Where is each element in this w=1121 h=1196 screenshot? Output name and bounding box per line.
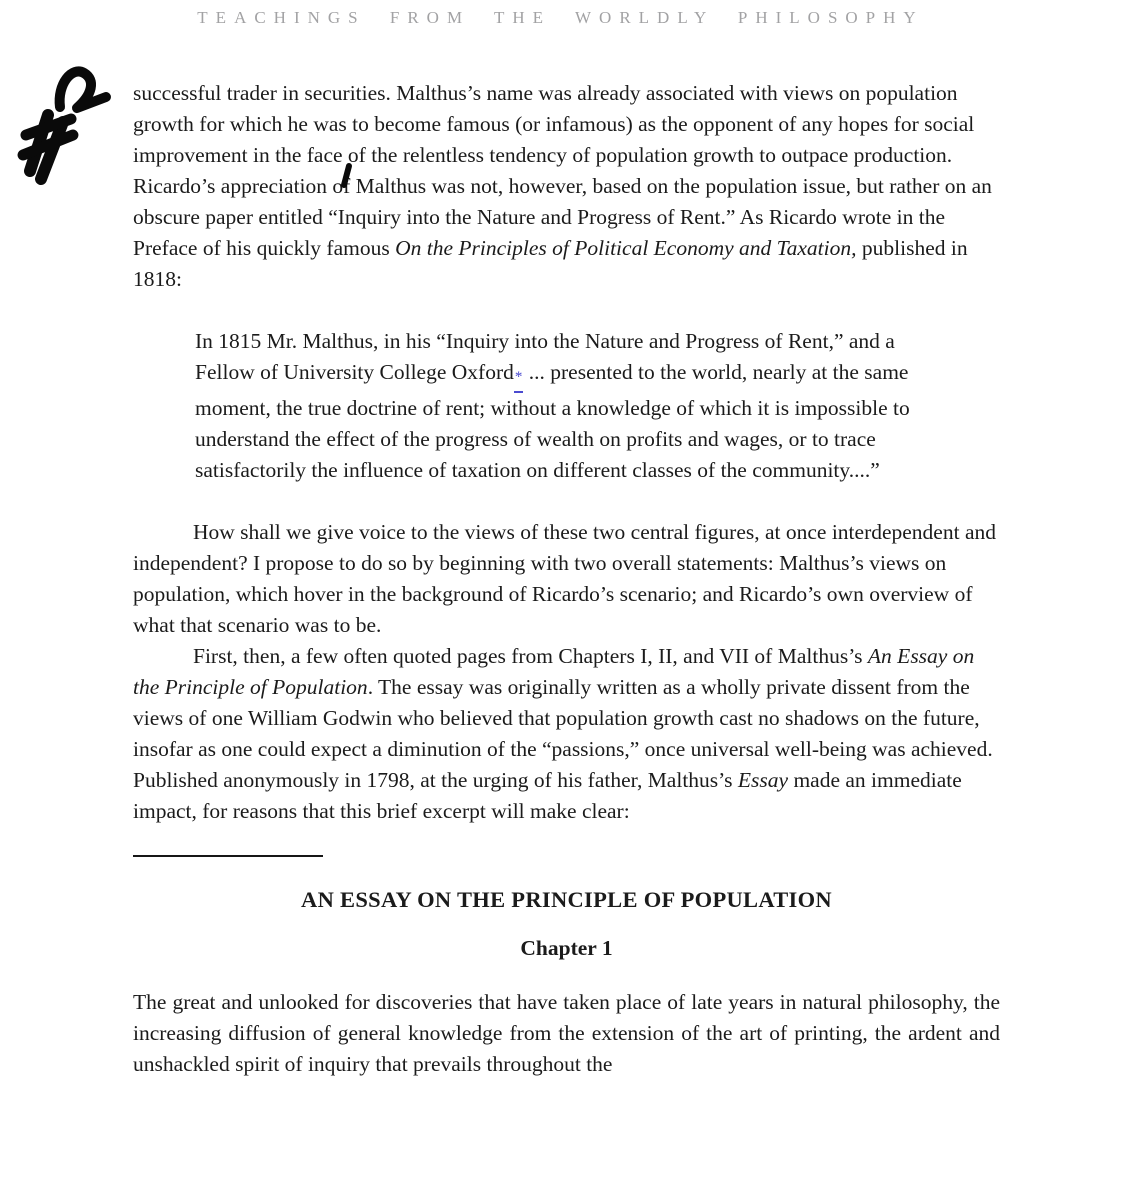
paragraph-malthus-intro bbox=[133, 78, 1000, 295]
text-segment: successful trader in securities. Malthus’s name was already associated with views on population growth for which he was to become famous (or infamous) as the opponent of any hopes for social improvement in the face of the relentless tendency of population growth to outpace production. Ricardo’s appreciation of Malthus was not, however, based on the population issue, but rather on an obscure paper entitled “Inquiry into the Nature and Progress of Rent.” As Ricardo wrote in the Preface of his quickly famous bbox=[133, 81, 992, 260]
book-title-italic: On the Principles of Political Economy and Taxation, bbox=[395, 236, 857, 260]
section-divider-rule bbox=[133, 855, 323, 857]
page-content bbox=[133, 28, 1000, 1080]
running-header-text: TEACHINGS FROM THE WORLDLY PHILOSOPHY bbox=[197, 8, 924, 27]
blockquote-ricardo-preface bbox=[195, 326, 935, 486]
chapter-heading: Chapter 1 bbox=[520, 936, 613, 960]
text-segment: . The essay was originally written as a wholly private dissent from the views of one William Godwin who believed that population growth cast no shadows on the future, insofar as one could expect a diminution of the “passions,” once universal well-being was achieved. Published anonymously in 1798, at the urging of his father, Malthus’s bbox=[133, 675, 993, 792]
text-segment: made an immediate impact, for reasons that this brief excerpt will make clear: bbox=[133, 768, 962, 823]
book-title-italic: Essay bbox=[737, 768, 789, 792]
footnote-asterisk: * bbox=[514, 369, 523, 385]
book-title-italic: An Essay on the Principle of Population bbox=[133, 644, 975, 699]
footnote-link[interactable] bbox=[514, 369, 524, 393]
text-segment: ... presented to the world, nearly at the same moment, the true doctrine of rent; without a knowledge of which it is impossible to understand the effect of the progress of wealth on profits and wages, or to trace satisfactorily the influence of taxation on different classes of the community....” bbox=[195, 360, 910, 482]
handwritten-number-annotation bbox=[10, 55, 130, 200]
paragraph-two-figures: How shall we give voice to the views of these two central figures, at once interdependent and independent? I propose to do so by beginning with two overall statements: Malthus’s views on population, which hover in the background of Ricardo’s scenario; and Ricardo’s own overview of what that scenario was to be. bbox=[133, 520, 996, 637]
text-segment: published in 1818: bbox=[133, 236, 968, 291]
text-segment: In 1815 Mr. Malthus, in his “Inquiry into the Nature and Progress of Rent,” and a Fellow of University College Oxford bbox=[195, 329, 895, 384]
paragraph-essay-background bbox=[133, 641, 1000, 827]
text-segment: First, then, a few often quoted pages from Chapters I, II, and VII of Malthus’s bbox=[193, 644, 868, 668]
essay-title-heading: AN ESSAY ON THE PRINCIPLE OF POPULATION bbox=[301, 887, 832, 912]
running-header bbox=[0, 0, 1121, 28]
chapter-paragraph: The great and unlooked for discoveries that have taken place of late years in natural philosophy, the increasing diffusion of general knowledge from the extension of the art of printing, the ardent and unshackled spirit of inquiry that prevails throughout the bbox=[133, 990, 1000, 1076]
pen-stroke-mark bbox=[338, 162, 354, 190]
